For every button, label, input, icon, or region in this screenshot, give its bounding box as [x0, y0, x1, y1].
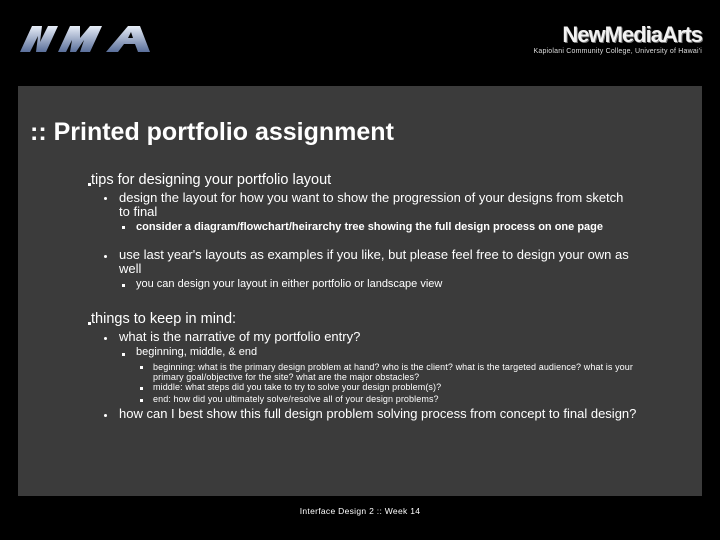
bullet-square — [140, 387, 143, 390]
bullet-dot — [104, 197, 107, 200]
brand-block — [533, 22, 702, 55]
list-item: you can design your layout in either portfolio or landscape view — [136, 278, 443, 290]
content-panel — [18, 86, 702, 496]
list-item: consider a diagram/flowchart/heirarchy tree showing the full design process on one page — [136, 221, 603, 233]
section-label: tips for designing your portfolio layout — [91, 172, 332, 188]
list-item: design the layout for how you want to show the progression of your designs from sketch to final — [119, 190, 624, 219]
brand-name: NewMediaArts — [562, 22, 702, 47]
bullet-square — [122, 284, 125, 287]
bullet-square — [122, 353, 125, 356]
list-item: what is the narrative of my portfolio entry? — [119, 329, 361, 344]
bullet-dot — [104, 337, 107, 340]
bullet-square — [140, 399, 143, 402]
slide-title: :: Printed portfolio assignment — [30, 118, 394, 146]
slide-header — [0, 0, 720, 84]
slide-footer: Interface Design 2 :: Week 14 — [299, 506, 421, 516]
list-item: beginning: what is the primary design problem at hand? who is the client? what is the targeted audience? what is your primary goal/objective for the site? what are the major obstacles? — [153, 362, 633, 382]
section-label: things to keep in mind: — [91, 311, 237, 327]
list-item: use last year's layouts as examples if you like, but please feel free to design your own as well — [119, 247, 629, 276]
bullet-dot — [104, 414, 107, 417]
brand-subtitle: Kapiolani Community College, University of Hawai'i — [533, 48, 702, 55]
list-item: middle: what steps did you take to try to solve your design problem(s)? — [153, 382, 442, 392]
bullet-square — [122, 226, 125, 229]
list-item: beginning, middle, & end — [136, 346, 258, 358]
nma-logo — [18, 24, 158, 59]
list-item: end: how did you ultimately solve/resolve all of your design problems? — [153, 394, 439, 404]
list-item: how can I best show this full design problem solving process from concept to final design? — [119, 406, 637, 421]
bullet-dot — [104, 255, 107, 258]
bullet-square — [140, 366, 143, 369]
